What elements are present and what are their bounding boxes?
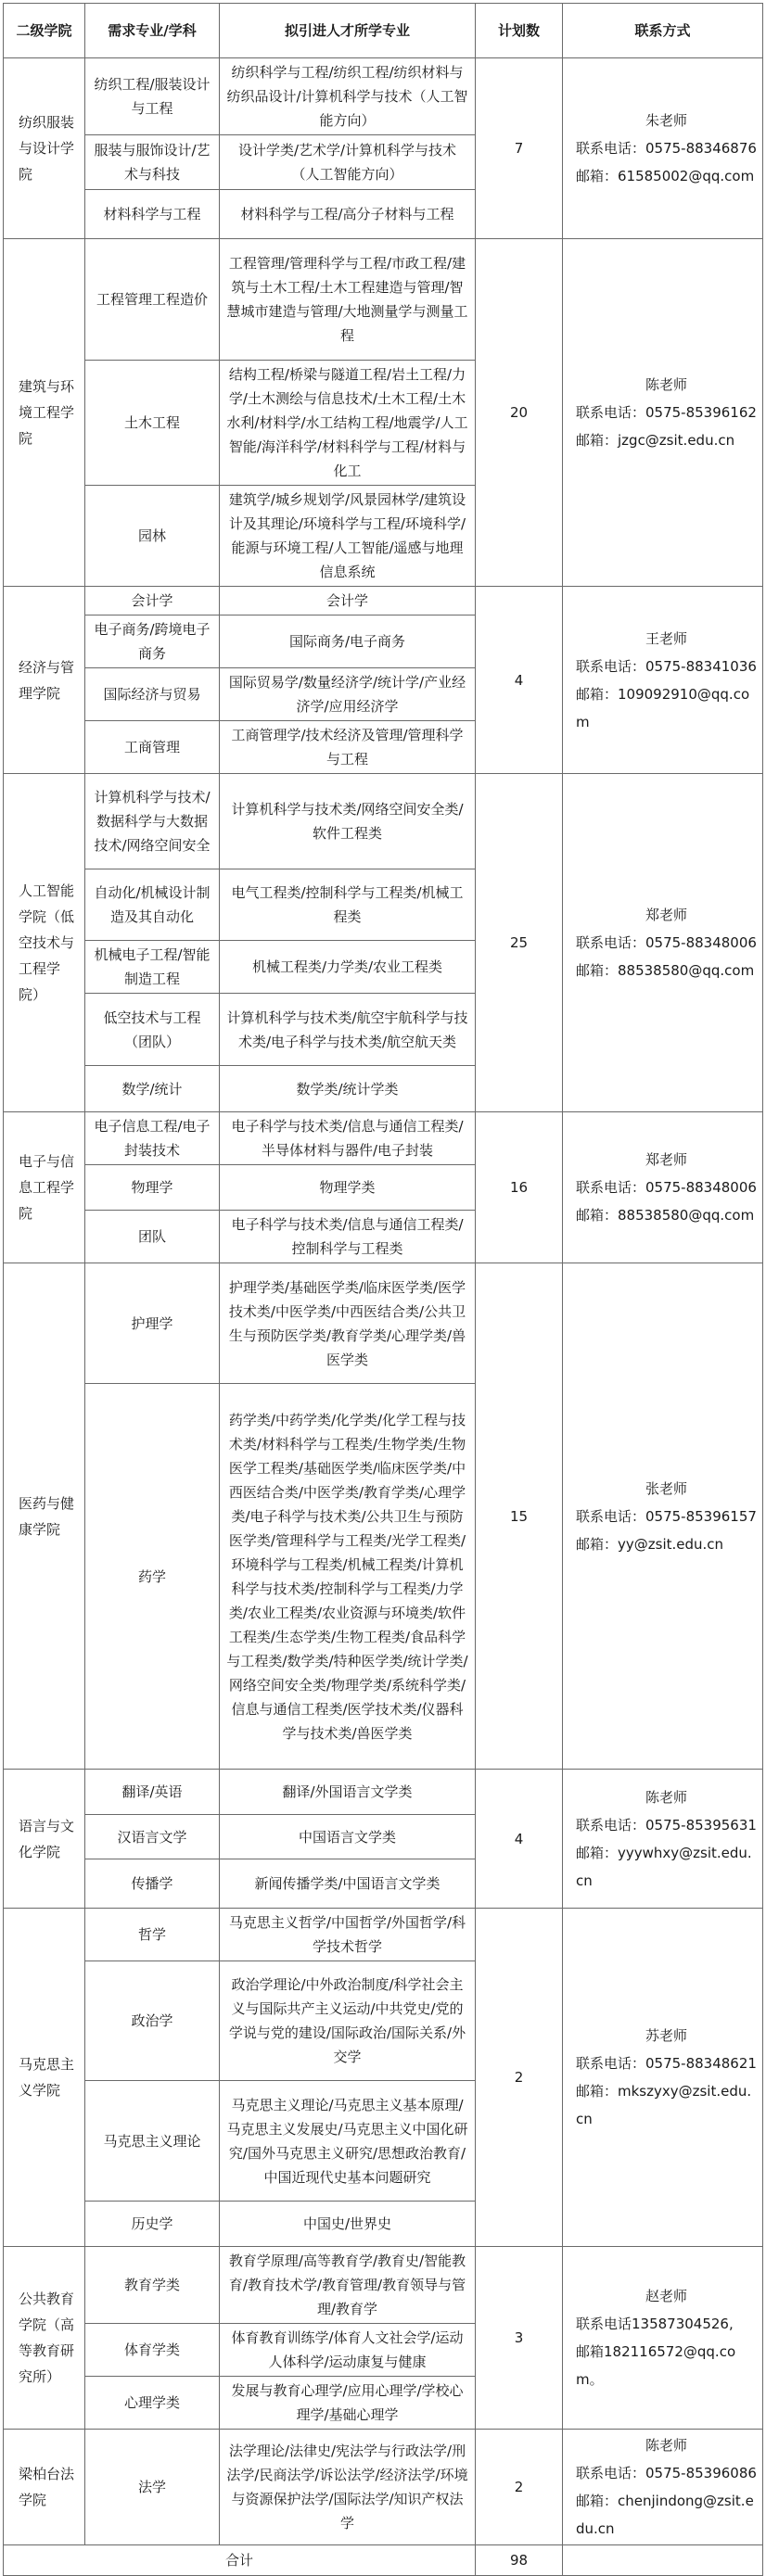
required-discipline: 纺织工程/服装设计与工程 — [85, 58, 220, 135]
contact-email[interactable]: 邮箱：yy@zsit.edu.cn — [576, 1535, 724, 1553]
target-majors: 新闻传播学类/中国语言文学类 — [220, 1859, 476, 1909]
contact-email[interactable]: 邮箱：chenjindong@zsit.edu.cn — [576, 2493, 754, 2537]
table-row — [4, 1112, 763, 1165]
target-majors: 国际商务/电子商务 — [220, 615, 476, 668]
table-row — [4, 58, 763, 135]
target-majors: 教育学原理/高等教育学/教育史/智能教育/教育技术学/教育管理/教育领导与管理/教育学 — [220, 2247, 476, 2324]
contact-name: 张老师 — [645, 1479, 687, 1497]
required-discipline: 数学/统计 — [85, 1066, 220, 1112]
target-majors: 国际贸易学/数量经济学/统计学/产业经济学/应用经济学 — [220, 668, 476, 721]
required-discipline: 工商管理 — [85, 721, 220, 774]
contact-phone: 联系电话：0575-88348006 — [576, 1179, 757, 1196]
contact-phone: 联系电话：0575-85396162 — [576, 404, 757, 421]
target-majors: 建筑学/城乡规划学/风景园林学/建筑设计及其理论/环境科学与工程/环境科学/能源与环境工程/人工智能/遥感与地理信息系统 — [220, 486, 476, 587]
required-discipline: 电子商务/跨境电子商务 — [85, 615, 220, 668]
required-discipline: 传播学 — [85, 1859, 220, 1909]
contact-info — [563, 1909, 763, 2247]
required-discipline: 园林 — [85, 486, 220, 587]
contact-phone: 联系电话：0575-88341036 — [576, 657, 757, 675]
target-majors: 物理学类 — [220, 1165, 476, 1211]
plan-count: 4 — [476, 587, 563, 774]
contact-email[interactable]: 邮箱：109092910@qq.com — [576, 685, 750, 730]
required-discipline: 体育学类 — [85, 2324, 220, 2377]
required-discipline: 历史学 — [85, 2202, 220, 2247]
target-majors: 政治学理论/中外政治制度/科学社会主义与国际共产主义运动/中共党史/党的学说与党的建设/国际政治/国际关系/外交学 — [220, 1961, 476, 2081]
target-majors: 电子科学与技术类/信息与通信工程类/控制科学与工程类 — [220, 1211, 476, 1263]
target-majors: 翻译/外国语言文学类 — [220, 1770, 476, 1815]
plan-count: 25 — [476, 774, 563, 1112]
contact-info — [563, 1263, 763, 1770]
target-majors: 电气工程类/控制科学与工程类/机械工程类 — [220, 869, 476, 941]
required-discipline: 自动化/机械设计制造及其自动化 — [85, 869, 220, 941]
required-discipline: 电子信息工程/电子封装技术 — [85, 1112, 220, 1165]
contact-name: 苏老师 — [645, 2027, 687, 2044]
target-majors: 计算机科学与技术类/航空宇航科学与技术类/电子科学与技术类/航空航天类 — [220, 994, 476, 1066]
contact-name: 王老师 — [645, 629, 687, 647]
required-discipline: 国际经济与贸易 — [85, 668, 220, 721]
required-discipline: 药学 — [85, 1384, 220, 1770]
contact-phone: 联系电话：0575-88346876 — [576, 140, 757, 157]
contact-phone: 联系电话：0575-85395631 — [576, 1816, 757, 1834]
college-name: 公共教育学院（高等教育研究所） — [4, 2247, 85, 2430]
contact-info — [563, 1770, 763, 1909]
plan-count: 7 — [476, 58, 563, 239]
contact-info — [563, 1112, 763, 1263]
target-majors: 机械工程类/力学类/农业工程类 — [220, 941, 476, 994]
total-contact-empty — [563, 2545, 763, 2576]
required-discipline: 法学 — [85, 2430, 220, 2545]
target-majors: 工商管理学/技术经济及管理/管理科学与工程 — [220, 721, 476, 774]
contact-info — [563, 587, 763, 774]
recruitment-table — [3, 3, 763, 2576]
contact-email[interactable]: 邮箱：88538580@qq.com — [576, 962, 755, 979]
target-majors: 马克思主义理论/马克思主义基本原理/马克思主义发展史/马克思主义中国化研究/国外马克思主义研究/思想政治教育/中国近现代史基本问题研究 — [220, 2081, 476, 2202]
contact-email[interactable]: 邮箱：jzgc@zsit.edu.cn — [576, 432, 735, 449]
target-majors: 发展与教育心理学/应用心理学/学校心理学/基础心理学 — [220, 2377, 476, 2430]
target-majors: 法学理论/法律史/宪法学与行政法学/刑法学/民商法学/诉讼法学/经济法学/环境与资源保护法学/国际法学/知识产权法学 — [220, 2430, 476, 2545]
contact-email[interactable]: 邮箱：mkszyxy@zsit.edu.cn — [576, 2083, 752, 2127]
total-label: 合计 — [4, 2545, 476, 2576]
header-contact: 联系方式 — [563, 4, 763, 58]
plan-count: 3 — [476, 2247, 563, 2430]
contact-name: 郑老师 — [645, 907, 687, 923]
plan-count: 4 — [476, 1770, 563, 1909]
table-row — [4, 587, 763, 615]
contact-phone: 联系电话：0575-88348006 — [576, 934, 757, 951]
contact-email[interactable]: 邮箱：88538580@qq.com — [576, 1207, 755, 1224]
contact-email[interactable]: 邮箱182116572@qq.com。 — [576, 2343, 736, 2388]
plan-count: 15 — [476, 1263, 563, 1770]
required-discipline: 计算机科学与技术/数据科学与大数据技术/网络空间安全 — [85, 774, 220, 869]
contact-name: 朱老师 — [645, 112, 687, 129]
header-majors: 拟引进人才所学专业 — [220, 4, 476, 58]
contact-phone: 联系电话：0575-85396157 — [576, 1507, 757, 1525]
target-majors: 会计学 — [220, 587, 476, 615]
table-row — [4, 2430, 763, 2545]
target-majors: 结构工程/桥梁与隧道工程/岩土工程/力学/土木测绘与信息技术/土木工程/土木水利/材料学/水工结构工程/地震学/人工智能/海洋科学/材料科学与工程/材料与化工 — [220, 361, 476, 486]
required-discipline: 工程管理工程造价 — [85, 239, 220, 361]
college-name: 电子与信息工程学院 — [4, 1112, 85, 1263]
table-row — [4, 1770, 763, 1815]
required-discipline: 低空技术与工程（团队） — [85, 994, 220, 1066]
table-row — [4, 1909, 763, 1961]
target-majors: 护理学类/基础医学类/临床医学类/医学技术类/中医学类/中西医结合类/公共卫生与预防医学类/教育学类/心理学类/兽医学类 — [220, 1263, 476, 1384]
contact-info — [563, 2430, 763, 2545]
contact-email[interactable]: 邮箱：yyywhxy@zsit.edu.cn — [576, 1844, 752, 1889]
header-row — [4, 4, 763, 58]
required-discipline: 汉语言文学 — [85, 1815, 220, 1859]
college-name: 马克思主义学院 — [4, 1909, 85, 2247]
header-plan: 计划数 — [476, 4, 563, 58]
plan-count: 20 — [476, 239, 563, 587]
contact-name: 陈老师 — [645, 1788, 687, 1806]
target-majors: 马克思主义哲学/中国哲学/外国哲学/科学技术哲学 — [220, 1909, 476, 1961]
contact-info — [563, 239, 763, 587]
target-majors: 纺织科学与工程/纺织工程/纺织材料与纺织品设计/计算机科学与技术（人工智能方向） — [220, 58, 476, 135]
required-discipline: 团队 — [85, 1211, 220, 1263]
contact-name: 陈老师 — [645, 376, 687, 393]
contact-phone: 联系电话：0575-88348621 — [576, 2055, 757, 2072]
header-college: 二级学院 — [4, 4, 85, 58]
contact-phone: 联系电话：0575-85396086 — [576, 2465, 757, 2481]
required-discipline: 土木工程 — [85, 361, 220, 486]
table-body — [4, 58, 763, 2545]
table-row — [4, 239, 763, 361]
contact-name: 郑老师 — [645, 1151, 687, 1168]
contact-phone: 联系电话13587304526, — [576, 2316, 734, 2332]
contact-name: 赵老师 — [645, 2288, 687, 2304]
table-row — [4, 2247, 763, 2324]
required-discipline: 翻译/英语 — [85, 1770, 220, 1815]
table-row — [4, 774, 763, 869]
college-name: 建筑与环境工程学院 — [4, 239, 85, 587]
target-majors: 设计学类/艺术学/计算机科学与技术（人工智能方向） — [220, 135, 476, 190]
target-majors: 中国语言文学类 — [220, 1815, 476, 1859]
total-value: 98 — [476, 2545, 563, 2576]
target-majors: 数学类/统计学类 — [220, 1066, 476, 1112]
required-discipline: 材料科学与工程 — [85, 190, 220, 239]
required-discipline: 心理学类 — [85, 2377, 220, 2430]
target-majors: 中国史/世界史 — [220, 2202, 476, 2247]
plan-count: 2 — [476, 2430, 563, 2545]
total-row — [4, 2545, 763, 2576]
college-name: 经济与管理学院 — [4, 587, 85, 774]
college-name: 纺织服装与设计学院 — [4, 58, 85, 239]
required-discipline: 教育学类 — [85, 2247, 220, 2324]
required-discipline: 马克思主义理论 — [85, 2081, 220, 2202]
contact-info — [563, 774, 763, 1112]
required-discipline: 政治学 — [85, 1961, 220, 2081]
plan-count: 2 — [476, 1909, 563, 2247]
header-requirement: 需求专业/学科 — [85, 4, 220, 58]
college-name: 人工智能学院（低空技术与工程学院） — [4, 774, 85, 1112]
target-majors: 材料科学与工程/高分子材料与工程 — [220, 190, 476, 239]
required-discipline: 哲学 — [85, 1909, 220, 1961]
required-discipline: 会计学 — [85, 587, 220, 615]
contact-email[interactable]: 邮箱：61585002@qq.com — [576, 168, 755, 184]
contact-info — [563, 2247, 763, 2430]
college-name: 医药与健康学院 — [4, 1263, 85, 1770]
required-discipline: 服装与服饰设计/艺术与科技 — [85, 135, 220, 190]
required-discipline: 物理学 — [85, 1165, 220, 1211]
target-majors: 药学类/中药学类/化学类/化学工程与技术类/材料科学与工程类/生物学类/生物医学工程类/基础医学类/临床医学类/中西医结合类/中医学类/教育学类/心理学类/电子科学与技术类/公共卫生与预防医学类/管理科学与工程类/光学工程类/环境科学与工程类/机械工程类/计算机科学与技术类/控制科学与工程类/力学类/农业工程类/农业资源与环境类/软件工程类/生态学类/生物工程类/食品科学与工程类/数学类/特种医学类/统计学类/网络空间安全类/物理学类/系统科学类/信息与通信工程类/医学技术类/仪器科学与技术类/兽医学类 — [220, 1384, 476, 1770]
target-majors: 计算机科学与技术类/网络空间安全类/软件工程类 — [220, 774, 476, 869]
contact-name: 陈老师 — [645, 2437, 687, 2454]
college-name: 梁柏台法学院 — [4, 2430, 85, 2545]
required-discipline: 机械电子工程/智能制造工程 — [85, 941, 220, 994]
contact-info — [563, 58, 763, 239]
target-majors: 工程管理/管理科学与工程/市政工程/建筑与土木工程/土木工程建造与管理/智慧城市建造与管理/大地测量学与测量工程 — [220, 239, 476, 361]
plan-count: 16 — [476, 1112, 563, 1263]
target-majors: 体育教育训练学/体育人文社会学/运动人体科学/运动康复与健康 — [220, 2324, 476, 2377]
target-majors: 电子科学与技术类/信息与通信工程类/半导体材料与器件/电子封装 — [220, 1112, 476, 1165]
college-name: 语言与文化学院 — [4, 1770, 85, 1909]
table-row — [4, 1263, 763, 1384]
required-discipline: 护理学 — [85, 1263, 220, 1384]
